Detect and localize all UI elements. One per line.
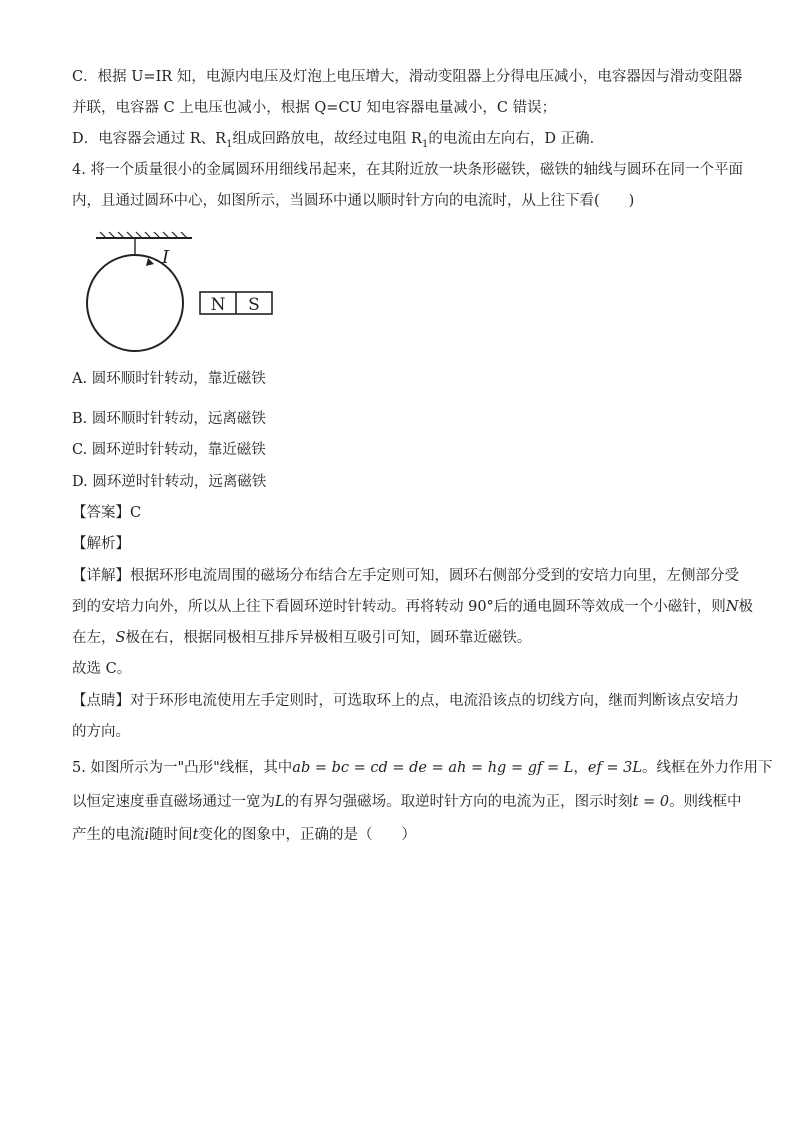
question-4-text: 4. 将一个质量很小的金属圆环用细线吊起来，在其附近放一块条形磁铁，磁铁的轴线与圆环在同一个平面 bbox=[72, 162, 743, 178]
question-5-text: 产生的电流i随时间t变化的图象中，正确的是（ ） bbox=[72, 827, 416, 843]
question-5-text: 以恒定速度垂直磁场通过一宽为L的有界匀强磁场。取逆时针方向的电流为正，图示时刻t = 0。则线框中 bbox=[72, 794, 742, 810]
option-b: B. 圆环顺时针转动，远离磁铁 bbox=[72, 411, 266, 427]
text-line: D．电容器会通过 R、$R_1$组成回路放电，故经过电阻 $R_1$的电流由左向右，D 正确． bbox=[72, 131, 605, 150]
choose-text: 故选 C。 bbox=[72, 661, 132, 677]
text-line: C．根据 U=IR 知，电源内电压及灯泡上电压增大，滑动变阻器上分得电压减小，电容器因与滑动变阻器 bbox=[72, 69, 743, 85]
detail-text: 在左，S极在右，根据同极相互排斥异极相互吸引可知，圆环靠近磁铁。 bbox=[72, 630, 532, 646]
text-line: 并联，电容器 C 上电压也减小，根据 Q=CU 知电容器电量减小，C 错误； bbox=[72, 100, 557, 116]
answer-label: 【答案】C bbox=[72, 505, 142, 521]
magnet-north-label: N bbox=[210, 295, 226, 315]
current-label: I bbox=[162, 247, 170, 268]
question-4-text: 内，且通过圆环中心，如图所示，当圆环中通以顺时针方向的电流时，从上往下看( ) bbox=[72, 193, 635, 209]
tip-text: 【点睛】对于环形电流使用左手定则时，可选取环上的点，电流沿该点的切线方向，继而判断该点安培力 bbox=[72, 693, 739, 709]
question-5-text: 5. 如图所示为一"凸形"线框，其中ab = bc = cd = de = ah = hg = gf = L，ef = 3L。线框在外力作用下 bbox=[72, 760, 773, 776]
option-d: D. 圆环逆时针转动，远离磁铁 bbox=[72, 474, 267, 490]
option-c: C. 圆环逆时针转动，靠近磁铁 bbox=[72, 442, 266, 458]
analysis-label: 【解析】 bbox=[72, 536, 130, 552]
tip-text: 的方向。 bbox=[72, 724, 130, 740]
detail-text: 到的安培力向外，所以从上往下看圆环逆时针转动。再将转动 90°后的通电圆环等效成一个小磁针，则N极 bbox=[72, 599, 753, 615]
option-a: A. 圆环顺时针转动，靠近磁铁 bbox=[72, 371, 266, 387]
ring-magnet-diagram bbox=[82, 230, 282, 360]
magnet-south-label: S bbox=[248, 295, 260, 315]
metal-ring bbox=[87, 255, 183, 351]
detail-text: 【详解】根据环形电流周围的磁场分布结合左手定则可知，圆环右侧部分受到的安培力向里，左侧部分受 bbox=[72, 568, 739, 584]
ring-magnet-figure bbox=[82, 230, 282, 360]
